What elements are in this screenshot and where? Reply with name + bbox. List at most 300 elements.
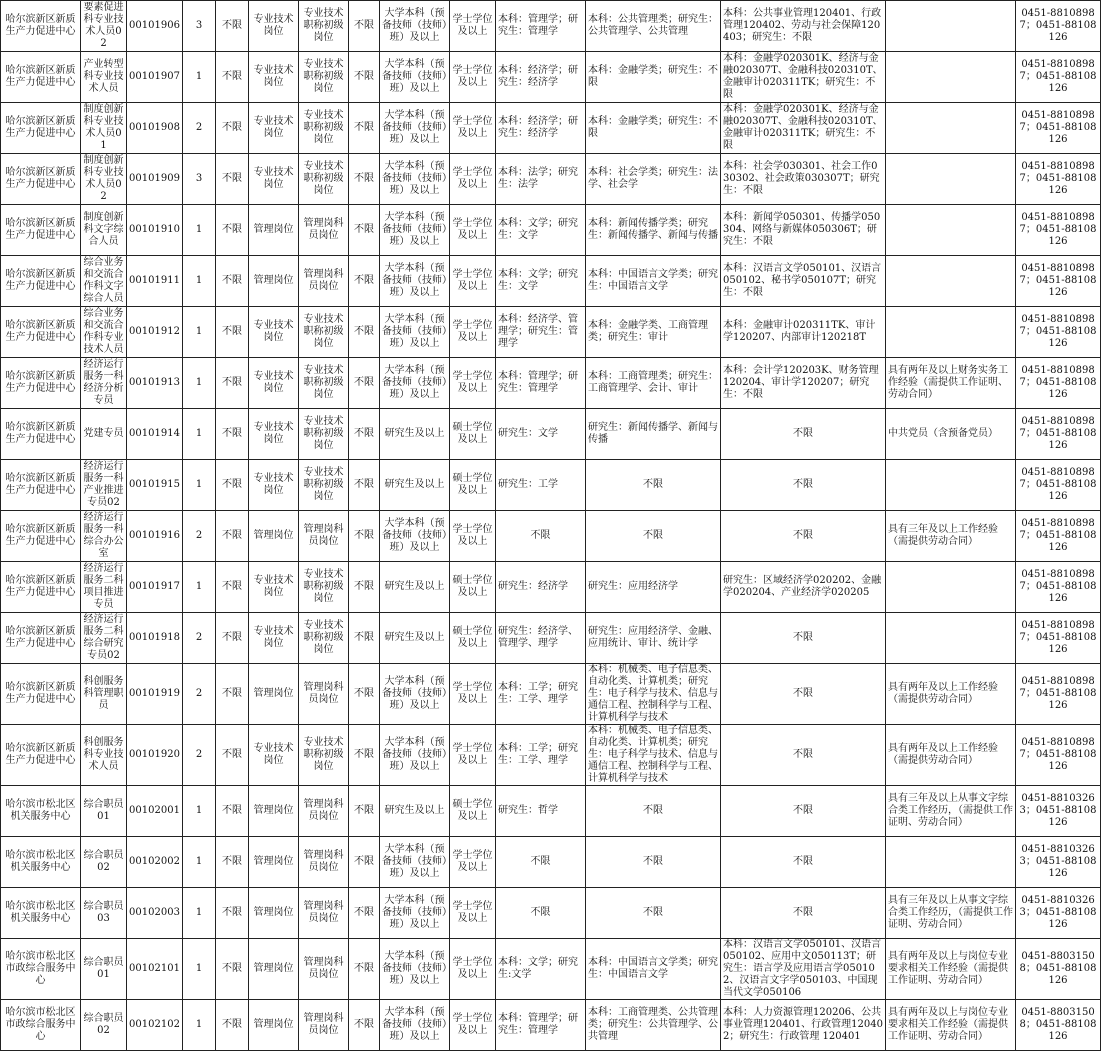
cell-major1: 不限 (496, 511, 586, 562)
cell-major2: 本科：机械类、电子信息类、自动化类、计算机类；研究生：电子科学与技术、信息与通信工程、控制科学与工程、计算机科学与技术 (586, 725, 721, 786)
cell-major1: 不限 (496, 888, 586, 939)
cell-code: 00101914 (127, 409, 183, 460)
cell-post: 经济运行服务二科项目推进专员 (81, 562, 127, 613)
cell-major1: 本科：管理学；研究生：管理学 (496, 1000, 586, 1051)
cell-gender: 不限 (349, 888, 380, 939)
cell-post: 制度创新科专业技术人员01 (81, 103, 127, 154)
table-row (1, 837, 1101, 888)
cell-phone: 0451-88108987；0451-88108126 (1016, 307, 1101, 358)
cell-type: 管理岗位 (249, 888, 299, 939)
cell-phone: 0451-88108987；0451-88108126 (1016, 562, 1101, 613)
cell-age: 不限 (216, 409, 249, 460)
cell-other (886, 307, 1016, 358)
cell-num: 1 (183, 562, 216, 613)
cell-edu: 大学本科（预备技师（技师）班）及以上 (380, 358, 450, 409)
table-row (1, 52, 1101, 103)
cell-type: 专业技术岗位 (249, 358, 299, 409)
table-row (1, 460, 1101, 511)
cell-edu: 大学本科（预备技师（技师）班）及以上 (380, 1000, 450, 1051)
table-row (1, 511, 1101, 562)
cell-unit: 哈尔滨新区新质生产力促进中心 (1, 358, 81, 409)
cell-num: 3 (183, 1, 216, 52)
cell-level: 管理岗科员岗位 (299, 511, 349, 562)
cell-code: 00101908 (127, 103, 183, 154)
cell-post: 综合职员03 (81, 888, 127, 939)
cell-num: 1 (183, 307, 216, 358)
cell-num: 2 (183, 103, 216, 154)
cell-code: 00101920 (127, 725, 183, 786)
cell-num: 1 (183, 358, 216, 409)
cell-type: 管理岗位 (249, 837, 299, 888)
table-row (1, 786, 1101, 837)
cell-gender: 不限 (349, 837, 380, 888)
cell-level: 管理岗科员岗位 (299, 1000, 349, 1051)
cell-edu: 研究生及以上 (380, 786, 450, 837)
cell-level: 专业技术职称初级岗位 (299, 409, 349, 460)
cell-degree: 学士学位及以上 (450, 103, 496, 154)
cell-code: 00101912 (127, 307, 183, 358)
cell-major3: 本科：金融学020301K、经济与金融020307T、金融科技020310T、金融审计020311TK；研究生：不限 (721, 52, 886, 103)
cell-major3: 不限 (721, 613, 886, 664)
cell-major3: 本科：新闻学050301、传播学050304、网络与新媒体050306T；研究生：不限 (721, 205, 886, 256)
cell-num: 1 (183, 786, 216, 837)
cell-major3: 本科：公共事业管理120401、行政管理120402、劳动与社会保障120403；研究生：不限 (721, 1, 886, 52)
cell-type: 专业技术岗位 (249, 154, 299, 205)
cell-other: 具有两年及以上工作经验（需提供劳动合同） (886, 725, 1016, 786)
cell-gender: 不限 (349, 409, 380, 460)
cell-edu: 研究生及以上 (380, 409, 450, 460)
cell-post: 科创服务科专业技术人员 (81, 725, 127, 786)
cell-gender: 不限 (349, 154, 380, 205)
cell-unit: 哈尔滨新区新质生产力促进中心 (1, 562, 81, 613)
cell-phone: 0451-88108987；0451-88108126 (1016, 154, 1101, 205)
cell-age: 不限 (216, 52, 249, 103)
cell-phone: 0451-88108987；0451-88108126 (1016, 511, 1101, 562)
cell-post: 经济运行服务二科综合研究专员02 (81, 613, 127, 664)
cell-unit: 哈尔滨新区新质生产力促进中心 (1, 613, 81, 664)
cell-code: 00101909 (127, 154, 183, 205)
cell-major3: 本科：社会学030301、社会工作030302、社会政策030307T；研究生：不限 (721, 154, 886, 205)
cell-other (886, 837, 1016, 888)
cell-major3: 本科：人力资源管理120206、公共事业管理120401、行政管理120402；研究生：行政管理 120401 (721, 1000, 886, 1051)
cell-num: 1 (183, 205, 216, 256)
cell-type: 专业技术岗位 (249, 409, 299, 460)
cell-level: 专业技术职称初级岗位 (299, 460, 349, 511)
cell-age: 不限 (216, 511, 249, 562)
cell-major3: 本科：汉语言文学050101、汉语言050102、秘书学050107T；研究生：不限 (721, 256, 886, 307)
cell-degree: 学士学位及以上 (450, 358, 496, 409)
table-row (1, 1000, 1101, 1051)
cell-phone: 0451-88108987；0451-88108126 (1016, 613, 1101, 664)
cell-code: 00101918 (127, 613, 183, 664)
cell-gender: 不限 (349, 358, 380, 409)
cell-age: 不限 (216, 103, 249, 154)
cell-code: 00101915 (127, 460, 183, 511)
cell-level: 管理岗科员岗位 (299, 664, 349, 725)
cell-post: 综合业务和交流合作科专业技术人员 (81, 307, 127, 358)
cell-level: 管理岗科员岗位 (299, 939, 349, 1000)
cell-other (886, 613, 1016, 664)
cell-num: 1 (183, 52, 216, 103)
cell-edu: 大学本科（预备技师（技师）班）及以上 (380, 837, 450, 888)
cell-type: 管理岗位 (249, 664, 299, 725)
cell-gender: 不限 (349, 103, 380, 154)
cell-gender: 不限 (349, 613, 380, 664)
cell-major1: 本科：经济学、管理学；研究生：管理学 (496, 307, 586, 358)
cell-phone: 0451-88108987；0451-88108126 (1016, 460, 1101, 511)
table-row (1, 1, 1101, 52)
cell-other: 中共党员（含预备党员） (886, 409, 1016, 460)
cell-major2: 本科：社会学类；研究生：法学、社会学 (586, 154, 721, 205)
cell-phone: 0451-88108987；0451-88108126 (1016, 1, 1101, 52)
cell-gender: 不限 (349, 786, 380, 837)
cell-major2: 本科：金融学类；研究生：不限 (586, 52, 721, 103)
cell-major1: 本科：经济学；研究生：经济学 (496, 52, 586, 103)
cell-major2: 本科：公共管理类；研究生：公共管理学、公共管理 (586, 1, 721, 52)
cell-gender: 不限 (349, 52, 380, 103)
cell-major1: 本科：经济学；研究生：经济学 (496, 103, 586, 154)
cell-level: 管理岗科员岗位 (299, 786, 349, 837)
cell-degree: 硕士学位及以上 (450, 786, 496, 837)
cell-code: 00102102 (127, 1000, 183, 1051)
cell-degree: 学士学位及以上 (450, 888, 496, 939)
cell-post: 综合职员02 (81, 837, 127, 888)
cell-major3: 本科：会计学120203K、财务管理120204、审计学120207；研究生：不限 (721, 358, 886, 409)
cell-edu: 大学本科（预备技师（技师）班）及以上 (380, 939, 450, 1000)
cell-phone: 0451-88103263；0451-88108126 (1016, 786, 1101, 837)
cell-edu: 大学本科（预备技师（技师）班）及以上 (380, 725, 450, 786)
cell-type: 管理岗位 (249, 205, 299, 256)
cell-edu: 大学本科（预备技师（技师）班）及以上 (380, 52, 450, 103)
cell-major3: 不限 (721, 664, 886, 725)
cell-type: 专业技术岗位 (249, 613, 299, 664)
cell-other: 具有三年及以上从事文字综合类工作经历，（需提供工作证明、劳动合同） (886, 888, 1016, 939)
cell-age: 不限 (216, 786, 249, 837)
cell-major1: 研究生：经济学 (496, 562, 586, 613)
cell-post: 经济运行服务一科经济分析专员 (81, 358, 127, 409)
cell-age: 不限 (216, 837, 249, 888)
cell-unit: 哈尔滨新区新质生产力促进中心 (1, 205, 81, 256)
cell-edu: 大学本科（预备技师（技师）班）及以上 (380, 664, 450, 725)
cell-major1: 本科：法学；研究生：法学 (496, 154, 586, 205)
cell-code: 00101910 (127, 205, 183, 256)
cell-num: 2 (183, 725, 216, 786)
cell-edu: 研究生及以上 (380, 460, 450, 511)
cell-major2: 不限 (586, 460, 721, 511)
cell-post: 产业转型科专业技术人员 (81, 52, 127, 103)
cell-gender: 不限 (349, 205, 380, 256)
cell-code: 00102003 (127, 888, 183, 939)
cell-degree: 学士学位及以上 (450, 939, 496, 1000)
cell-age: 不限 (216, 562, 249, 613)
table-row (1, 409, 1101, 460)
cell-other (886, 562, 1016, 613)
cell-unit: 哈尔滨市松北区市政综合服务中心 (1, 1000, 81, 1051)
cell-major2: 不限 (586, 888, 721, 939)
table-row (1, 725, 1101, 786)
cell-edu: 大学本科（预备技师（技师）班）及以上 (380, 888, 450, 939)
cell-degree: 学士学位及以上 (450, 837, 496, 888)
cell-post: 综合业务和交流合作科文字综合人员 (81, 256, 127, 307)
cell-other (886, 205, 1016, 256)
cell-major2: 本科：中国语言文学类；研究生：中国语言文学 (586, 256, 721, 307)
cell-edu: 大学本科（预备技师（技师）班）及以上 (380, 256, 450, 307)
cell-num: 1 (183, 1000, 216, 1051)
cell-degree: 学士学位及以上 (450, 256, 496, 307)
cell-age: 不限 (216, 939, 249, 1000)
cell-unit: 哈尔滨市松北区机关服务中心 (1, 888, 81, 939)
cell-level: 专业技术职称初级岗位 (299, 307, 349, 358)
cell-num: 2 (183, 511, 216, 562)
cell-type: 专业技术岗位 (249, 562, 299, 613)
cell-phone: 0451-88031508；0451-88108126 (1016, 939, 1101, 1000)
cell-gender: 不限 (349, 725, 380, 786)
cell-phone: 0451-88103263；0451-88108126 (1016, 837, 1101, 888)
cell-degree: 硕士学位及以上 (450, 460, 496, 511)
cell-age: 不限 (216, 613, 249, 664)
cell-degree: 硕士学位及以上 (450, 613, 496, 664)
cell-other: 具有两年及以上工作经验（需提供劳动合同） (886, 664, 1016, 725)
cell-num: 1 (183, 888, 216, 939)
table-row (1, 888, 1101, 939)
cell-level: 专业技术职称初级岗位 (299, 725, 349, 786)
cell-type: 专业技术岗位 (249, 1, 299, 52)
cell-edu: 大学本科（预备技师（技师）班）及以上 (380, 1, 450, 52)
cell-age: 不限 (216, 307, 249, 358)
cell-other (886, 1, 1016, 52)
cell-phone: 0451-88108987；0451-88108126 (1016, 358, 1101, 409)
cell-other (886, 256, 1016, 307)
cell-type: 专业技术岗位 (249, 307, 299, 358)
table-row (1, 103, 1101, 154)
cell-post: 综合职员02 (81, 1000, 127, 1051)
cell-degree: 硕士学位及以上 (450, 562, 496, 613)
cell-edu: 研究生及以上 (380, 562, 450, 613)
cell-major2: 不限 (586, 786, 721, 837)
cell-other (886, 154, 1016, 205)
cell-major1: 本科：文学；研究生:文学 (496, 939, 586, 1000)
cell-code: 00102101 (127, 939, 183, 1000)
cell-age: 不限 (216, 888, 249, 939)
cell-code: 00101917 (127, 562, 183, 613)
cell-num: 1 (183, 256, 216, 307)
cell-code: 00101911 (127, 256, 183, 307)
cell-other (886, 460, 1016, 511)
table-body (1, 1, 1101, 1051)
cell-num: 2 (183, 613, 216, 664)
cell-post: 制度创新科专业技术人员02 (81, 154, 127, 205)
table-row (1, 358, 1101, 409)
cell-unit: 哈尔滨新区新质生产力促进中心 (1, 103, 81, 154)
cell-major1: 本科：工学；研究生：工学、理学 (496, 664, 586, 725)
cell-post: 科创服务科管理职员 (81, 664, 127, 725)
cell-degree: 学士学位及以上 (450, 307, 496, 358)
cell-major3: 研究生：区域经济学020202、金融学020204、产业经济学020205 (721, 562, 886, 613)
cell-major1: 本科：文学；研究生：文学 (496, 205, 586, 256)
cell-age: 不限 (216, 664, 249, 725)
cell-code: 00102001 (127, 786, 183, 837)
cell-num: 1 (183, 939, 216, 1000)
cell-type: 管理岗位 (249, 1000, 299, 1051)
cell-edu: 大学本科（预备技师（技师）班）及以上 (380, 154, 450, 205)
cell-major2: 本科：中国语言文学类；研究生：中国语言文学 (586, 939, 721, 1000)
cell-num: 1 (183, 460, 216, 511)
cell-degree: 硕士学位及以上 (450, 409, 496, 460)
cell-major2: 本科：新闻传播学类；研究生：新闻传播学、新闻与传播 (586, 205, 721, 256)
cell-age: 不限 (216, 256, 249, 307)
cell-type: 管理岗位 (249, 256, 299, 307)
cell-degree: 学士学位及以上 (450, 154, 496, 205)
cell-age: 不限 (216, 205, 249, 256)
cell-unit: 哈尔滨新区新质生产力促进中心 (1, 307, 81, 358)
cell-edu: 研究生及以上 (380, 613, 450, 664)
cell-degree: 学士学位及以上 (450, 725, 496, 786)
cell-major2: 本科：机械类、电子信息类、自动化类、计算机类；研究生：电子科学与技术、信息与通信工程、控制科学与工程、计算机科学与技术 (586, 664, 721, 725)
cell-level: 专业技术职称初级岗位 (299, 562, 349, 613)
cell-gender: 不限 (349, 664, 380, 725)
cell-num: 3 (183, 154, 216, 205)
cell-edu: 大学本科（预备技师（技师）班）及以上 (380, 307, 450, 358)
cell-phone: 0451-88108987；0451-88108126 (1016, 256, 1101, 307)
cell-gender: 不限 (349, 939, 380, 1000)
cell-major2: 不限 (586, 511, 721, 562)
cell-gender: 不限 (349, 307, 380, 358)
cell-level: 管理岗科员岗位 (299, 888, 349, 939)
cell-other: 具有两年及以上与岗位专业要求相关工作经验（需提供工作证明、劳动合同） (886, 939, 1016, 1000)
cell-level: 管理岗科员岗位 (299, 837, 349, 888)
cell-degree: 学士学位及以上 (450, 1000, 496, 1051)
cell-major1: 不限 (496, 837, 586, 888)
cell-major3: 不限 (721, 460, 886, 511)
cell-unit: 哈尔滨新区新质生产力促进中心 (1, 460, 81, 511)
cell-level: 专业技术职称初级岗位 (299, 103, 349, 154)
cell-major2: 本科：工商管理类、公共管理类；研究生：公共管理学、公共管理 (586, 1000, 721, 1051)
cell-phone: 0451-88031508；0451-88108126 (1016, 1000, 1101, 1051)
cell-major3: 不限 (721, 786, 886, 837)
cell-phone: 0451-88108987；0451-88108126 (1016, 409, 1101, 460)
cell-post: 经济运行服务一科产业推进专员02 (81, 460, 127, 511)
cell-level: 专业技术职称初级岗位 (299, 358, 349, 409)
cell-post: 综合职员01 (81, 786, 127, 837)
cell-phone: 0451-88108987；0451-88108126 (1016, 205, 1101, 256)
cell-unit: 哈尔滨市松北区机关服务中心 (1, 837, 81, 888)
cell-unit: 哈尔滨新区新质生产力促进中心 (1, 256, 81, 307)
cell-major2: 本科：金融学类；研究生：不限 (586, 103, 721, 154)
cell-level: 专业技术职称初级岗位 (299, 1, 349, 52)
cell-phone: 0451-88108987；0451-88108126 (1016, 664, 1101, 725)
cell-type: 专业技术岗位 (249, 103, 299, 154)
cell-type: 专业技术岗位 (249, 52, 299, 103)
cell-major1: 本科：管理学；研究生：管理学 (496, 1, 586, 52)
cell-major1: 研究生：工学 (496, 460, 586, 511)
cell-code: 00102002 (127, 837, 183, 888)
cell-major2: 本科：工商管理类；研究生：工商管理学、会计、审计 (586, 358, 721, 409)
cell-code: 00101919 (127, 664, 183, 725)
cell-major1: 研究生：经济学、管理学、理学 (496, 613, 586, 664)
cell-code: 00101907 (127, 52, 183, 103)
cell-degree: 学士学位及以上 (450, 205, 496, 256)
cell-gender: 不限 (349, 511, 380, 562)
cell-major1: 研究生：哲学 (496, 786, 586, 837)
cell-unit: 哈尔滨新区新质生产力促进中心 (1, 664, 81, 725)
cell-edu: 大学本科（预备技师（技师）班）及以上 (380, 103, 450, 154)
cell-degree: 学士学位及以上 (450, 1, 496, 52)
cell-other: 具有两年及以上与岗位专业要求相关工作经验（需提供工作证明、劳动合同） (886, 1000, 1016, 1051)
cell-type: 管理岗位 (249, 939, 299, 1000)
cell-other: 具有三年及以上工作经验（需提供劳动合同） (886, 511, 1016, 562)
cell-phone: 0451-88108987；0451-88108126 (1016, 725, 1101, 786)
cell-major3: 不限 (721, 409, 886, 460)
cell-unit: 哈尔滨新区新质生产力促进中心 (1, 409, 81, 460)
cell-code: 00101916 (127, 511, 183, 562)
cell-age: 不限 (216, 725, 249, 786)
cell-post: 要素促进科专业技术人员02 (81, 1, 127, 52)
cell-major2: 研究生：应用经济学 (586, 562, 721, 613)
cell-phone: 0451-88108987；0451-88108126 (1016, 52, 1101, 103)
cell-type: 专业技术岗位 (249, 460, 299, 511)
cell-post: 党建专员 (81, 409, 127, 460)
cell-phone: 0451-88108987；0451-88108126 (1016, 103, 1101, 154)
table-row (1, 562, 1101, 613)
cell-age: 不限 (216, 1, 249, 52)
cell-age: 不限 (216, 460, 249, 511)
cell-unit: 哈尔滨新区新质生产力促进中心 (1, 52, 81, 103)
cell-major1: 本科：管理学；研究生：管理学 (496, 358, 586, 409)
cell-code: 00101906 (127, 1, 183, 52)
cell-level: 管理岗科员岗位 (299, 205, 349, 256)
cell-major3: 不限 (721, 725, 886, 786)
cell-unit: 哈尔滨新区新质生产力促进中心 (1, 1, 81, 52)
cell-other (886, 103, 1016, 154)
cell-unit: 哈尔滨新区新质生产力促进中心 (1, 725, 81, 786)
cell-post: 经济运行服务一科综合办公室 (81, 511, 127, 562)
table-row (1, 205, 1101, 256)
table-row (1, 256, 1101, 307)
cell-major2: 不限 (586, 837, 721, 888)
cell-post: 综合职员01 (81, 939, 127, 1000)
cell-other (886, 52, 1016, 103)
table-row (1, 664, 1101, 725)
cell-num: 2 (183, 664, 216, 725)
cell-level: 专业技术职称初级岗位 (299, 52, 349, 103)
cell-degree: 学士学位及以上 (450, 511, 496, 562)
cell-type: 专业技术岗位 (249, 725, 299, 786)
cell-level: 管理岗科员岗位 (299, 256, 349, 307)
cell-gender: 不限 (349, 460, 380, 511)
cell-num: 1 (183, 409, 216, 460)
table-row (1, 613, 1101, 664)
cell-gender: 不限 (349, 562, 380, 613)
cell-age: 不限 (216, 358, 249, 409)
cell-unit: 哈尔滨市松北区市政综合服务中心 (1, 939, 81, 1000)
cell-type: 管理岗位 (249, 786, 299, 837)
cell-degree: 学士学位及以上 (450, 664, 496, 725)
cell-unit: 哈尔滨新区新质生产力促进中心 (1, 511, 81, 562)
cell-num: 1 (183, 837, 216, 888)
cell-major3: 不限 (721, 511, 886, 562)
cell-age: 不限 (216, 154, 249, 205)
cell-phone: 0451-88103263；0451-88108126 (1016, 888, 1101, 939)
cell-unit: 哈尔滨市松北区机关服务中心 (1, 786, 81, 837)
cell-major3: 本科：金融学020301K、经济与金融020307T、金融科技020310T、金融审计020311TK；研究生：不限 (721, 103, 886, 154)
cell-major2: 研究生：应用经济学、金融、应用统计、审计、统计学 (586, 613, 721, 664)
cell-edu: 大学本科（预备技师（技师）班）及以上 (380, 205, 450, 256)
cell-post: 制度创新科文字综合人员 (81, 205, 127, 256)
table-row (1, 154, 1101, 205)
cell-major2: 本科：金融学类、工商管理类；研究生：审计 (586, 307, 721, 358)
cell-other: 具有三年及以上从事文字综合类工作经历，（需提供工作证明、劳动合同） (886, 786, 1016, 837)
cell-major3: 不限 (721, 888, 886, 939)
